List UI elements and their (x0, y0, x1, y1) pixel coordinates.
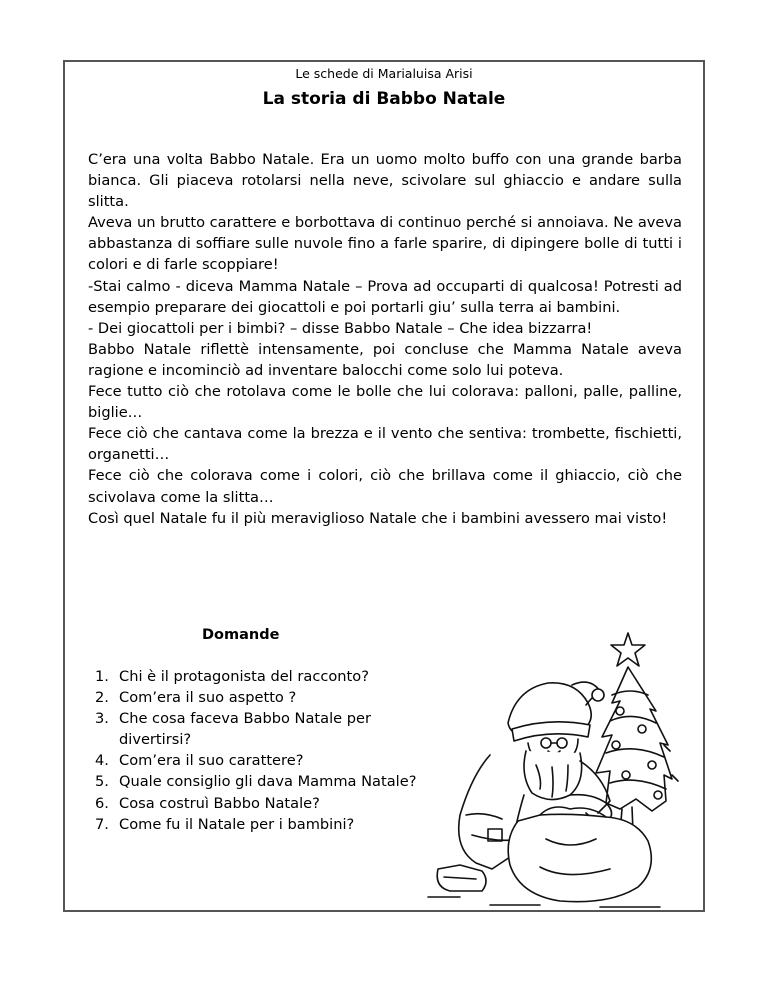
story-text (88, 149, 682, 529)
question-number: 6. (95, 794, 109, 812)
question-number: 1. (95, 668, 109, 685)
story-paragraph: Fece tutto ciò che rotolava come le bolle che lui colorava: palloni, palle, palline, biglie… (88, 383, 682, 422)
question-number: 5. (95, 773, 109, 791)
story-paragraph: Fece ciò che cantava come la brezza e il vento che sentiva: trombette, fischietti, organetti… (88, 425, 682, 464)
story-paragraph: Fece ciò che colorava come i colori, ciò che brillava come il ghiaccio, ciò che scivolava come la slitta… (88, 467, 682, 506)
question-item (87, 793, 417, 814)
question-item (87, 771, 417, 792)
question-text: Com’era il suo carattere? (119, 752, 304, 770)
question-number: 7. (95, 815, 109, 833)
questions-list (87, 666, 417, 835)
question-item (87, 814, 417, 835)
question-text: Com’era il suo aspetto ? (119, 689, 297, 707)
question-text: Come fu il Natale per i bambini? (119, 815, 355, 833)
story-paragraph: Aveva un brutto carattere e borbottava di continuo perché si annoiava. Ne aveva abbastanza di soffiare sulle nuvole fino a farle sparire, di dipingere bolle di tutti i colori e di farle scoppiare! (88, 214, 682, 274)
story-paragraph: Babbo Natale riflettè intensamente, poi concluse che Mamma Natale aveva ragione e incominciò ad inventare balocchi come solo lui poteva. (88, 340, 682, 379)
question-text: Che cosa faceva Babbo Natale per divertirsi? (119, 710, 371, 749)
story-paragraph: - Dei giocattoli per i bimbi? – disse Babbo Natale – Che idea bizzarra! (88, 319, 593, 337)
santa-with-sack-and-christmas-tree-icon (420, 625, 685, 910)
story-paragraph: C’era una volta Babbo Natale. Era un uomo molto buffo con una grande barba bianca. Gli piaceva rotolarsi nella neve, scivolare sul ghiaccio e andare sulla slitta. (88, 151, 682, 211)
question-number: 2. (95, 689, 109, 707)
question-item (87, 708, 417, 750)
page-title: La storia di Babbo Natale (262, 89, 506, 109)
question-text: Quale consiglio gli dava Mamma Natale? (119, 773, 417, 791)
question-number: 4. (95, 752, 109, 770)
question-item (87, 687, 417, 708)
story-paragraph: Così quel Natale fu il più meraviglioso Natale che i bambini avessero mai visto! (88, 509, 668, 527)
question-text: Chi è il protagonista del racconto? (119, 668, 369, 685)
worksheet-subtitle: Le schede di Marialuisa Arisi (295, 66, 473, 81)
questions-heading: Domande (202, 627, 280, 643)
question-item (87, 750, 417, 771)
worksheet-frame (63, 60, 705, 912)
question-number: 3. (95, 710, 109, 728)
question-text: Cosa costruì Babbo Natale? (119, 794, 320, 812)
question-item (87, 666, 417, 687)
story-paragraph: -Stai calmo - diceva Mamma Natale – Prova ad occuparti di qualcosa! Potresti ad esempio preparare dei giocattoli e poi portarli giu’ sulla terra ai bambini. (88, 277, 682, 316)
